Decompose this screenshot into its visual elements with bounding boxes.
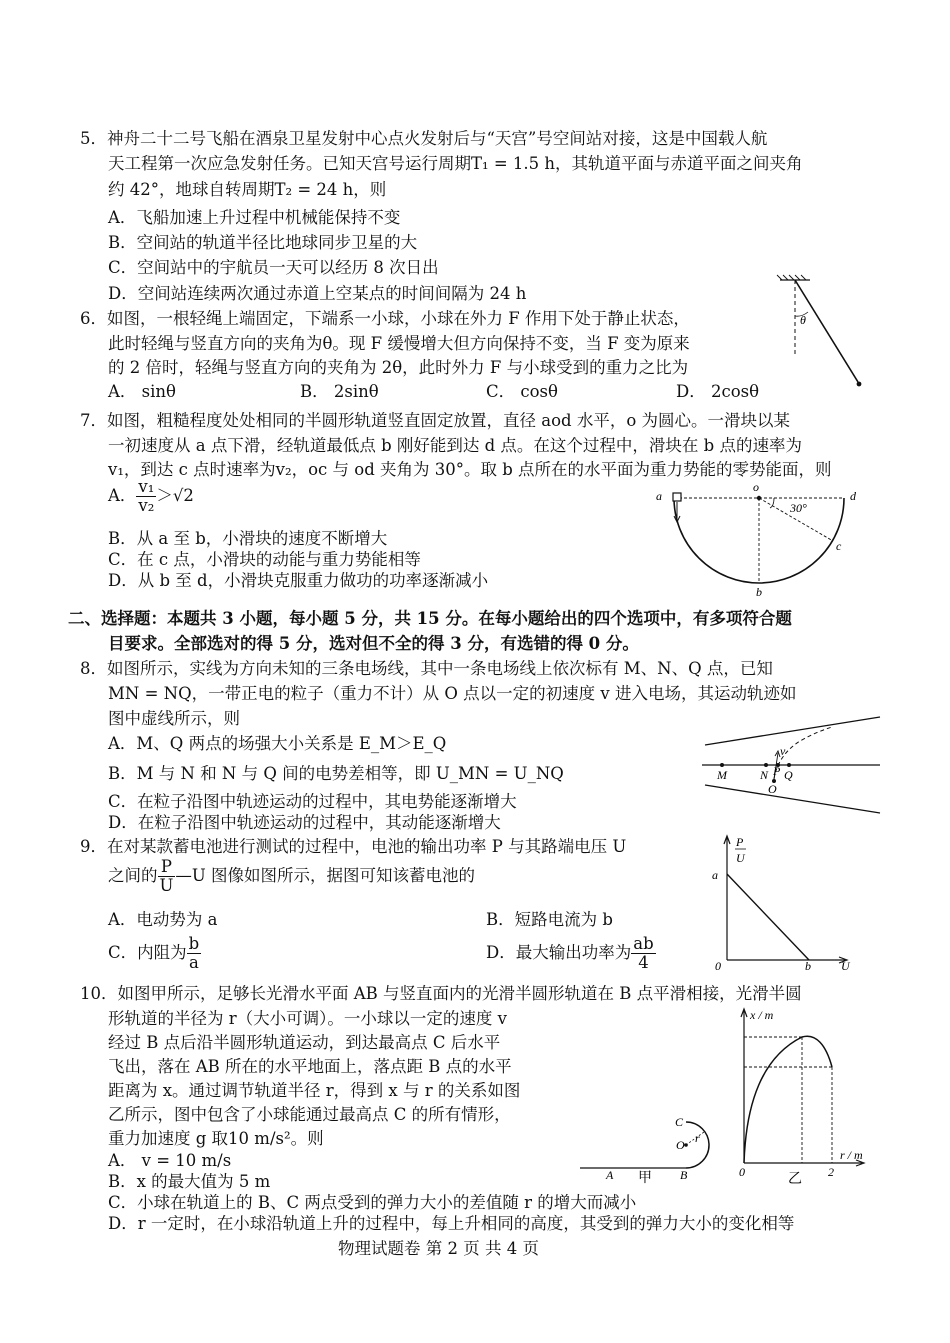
q8-stem-line2: MN = NQ，一带正电的粒子（重力不计）从 O 点以一定的初速度 v 进入电场，其运动轨迹如 [108, 684, 797, 703]
q10-figure-jia [580, 1090, 720, 1185]
q9-label-b: b [805, 959, 811, 973]
q8-label-q: Q [784, 768, 793, 782]
q7-label-d: d [850, 489, 856, 503]
q8-option-c: C．在粒子沿图中轨迹运动的过程中，其电势能逐渐增大 [108, 792, 517, 811]
q8-field-lines-figure [700, 715, 885, 815]
q5-stem-line1: 5．神舟二十二号飞船在酒泉卫星发射中心点火发射后与“天宫”号空间站对接，这是中国载人航 [80, 129, 768, 148]
q7-stem-line3: v₁，到达 c 点时速率为v₂，oc 与 od 夹角为 30°。取 b 点所在的水平面为重力势能的零势能面，则 [108, 460, 832, 479]
q8-stem-line3: 图中虚线所示，则 [108, 709, 240, 728]
q9-option-d: D．最大输出功率为 $\frac{ab}{4}$ [486, 934, 654, 972]
q10-yi-axis-y: x / m [750, 1008, 774, 1022]
q8-stem-line1: 8．如图所示，实线为方向未知的三条电场线，其中一条电场线上依次标有 M、N、Q 点，已知 [80, 659, 773, 678]
q7-label-c: c [836, 539, 842, 553]
q9-axis-x-label: U [841, 959, 850, 973]
q7-option-a-numerator: v₁ [138, 477, 155, 496]
section2-heading-line2: 目要求。全部选对的得 5 分，选对但不全的得 3 分，有选错的得 0 分。 [108, 634, 639, 653]
q9-stem-line1: 9．在对某款蓄电池进行测试的过程中，电池的输出功率 P 与其路端电压 U [80, 837, 627, 856]
q6-option-b: B． 2sinθ [300, 382, 379, 401]
q10-stem-line3: 经过 B 点后沿半圆形轨道运动，到达最高点 C 后水平 [108, 1033, 501, 1052]
q8-label-n: N [760, 768, 769, 782]
page-footer: 物理试题卷 第 2 页 共 4 页 [338, 1239, 539, 1258]
q8-label-o: O [768, 782, 777, 796]
q10-figure-yi [732, 1005, 872, 1187]
q10-yi-caption: 乙 [788, 1171, 802, 1187]
q10-jia-label-b: B [680, 1168, 688, 1182]
q8-option-a: A．M、Q 两点的场强大小关系是 E_M＞E_Q [108, 734, 447, 753]
q7-semicircle-figure [650, 478, 870, 600]
q9-label-a: a [712, 868, 718, 882]
q6-option-c: C． cosθ [486, 382, 558, 401]
q10-jia-label-a: A [606, 1168, 614, 1182]
q9-option-a: A．电动势为 a [108, 910, 218, 929]
q10-yi-axis-x: r / m [840, 1148, 863, 1162]
q5-option-b: B．空间站的轨道半径比地球同步卫星的大 [108, 233, 418, 252]
q9-option-d-numerator: ab [633, 934, 654, 953]
q7-stem-line2: 一初速度从 a 点下滑，经轨道最低点 b 刚好能到达 d 点。在这个过程中，滑块在 b 点的速率为 [108, 436, 802, 455]
q7-option-d: D．从 b 至 d，小滑块克服重力做功的功率逐渐减小 [108, 571, 489, 590]
q9-axis-y-den: U [736, 851, 745, 865]
q6-pendulum-figure [780, 276, 870, 391]
q8-label-v: v [780, 744, 786, 758]
q10-jia-label-r: r [695, 1131, 700, 1145]
q10-jia-caption: 甲 [638, 1170, 652, 1186]
q7-option-a: A． $\frac{\text{v₁}}{\text{v₂}}$ ＞√2 [108, 477, 194, 515]
q5-option-a: A．飞船加速上升过程中机械能保持不变 [108, 208, 401, 227]
q6-stem-line1: 6．如图，一根轻绳上端固定，下端系一小球，小球在外力 F 作用下处于静止状态， [80, 309, 690, 328]
q9-option-d-denominator: 4 [638, 953, 649, 972]
q7-label-o: o [753, 480, 759, 494]
q5-stem-line2: 天工程第一次应急发射任务。已知天宫号运行周期T₁ = 1.5 h，其轨道平面与赤道平面之间夹角 [108, 154, 803, 173]
q7-label-angle: 30° [790, 501, 807, 515]
q10-stem-line7: 重力加速度 g 取10 m/s²。则 [108, 1129, 324, 1148]
q9-pu-graph-figure [705, 832, 865, 974]
q5-option-c: C．空间站中的宇航员一天可以经历 8 次日出 [108, 258, 439, 277]
q8-option-d: D．在粒子沿图中轨迹运动的过程中，其动能逐渐增大 [108, 813, 501, 832]
q10-yi-tick-2: 2 [828, 1165, 834, 1179]
q5-stem-line3: 约 42°，地球自转周期T₂ = 24 h，则 [108, 180, 387, 199]
section2-heading-line1: 二、选择题：本题共 3 小题，每小题 5 分，共 15 分。在每小题给出的四个选项中，有多项符合题 [68, 609, 792, 628]
q7-stem-line1: 7．如图，粗糙程度处处相同的半圆形轨道竖直固定放置，直径 aod 水平，o 为圆心。一滑块以某 [80, 411, 790, 430]
q10-option-b: B．x 的最大值为 5 m [108, 1172, 271, 1191]
q7-option-c: C．在 c 点，小滑块的动能与重力势能相等 [108, 550, 421, 569]
q6-option-d: D． 2cosθ [676, 382, 760, 401]
q6-option-a: A． sinθ [108, 382, 176, 401]
q9-axis-y-num: P [736, 835, 744, 849]
q6-stem-line2: 此时轻绳与竖直方向的夹角为θ。现 F 缓慢增大但方向保持不变，当 F 变为原来 [108, 334, 690, 353]
q7-label-a: a [656, 489, 662, 503]
q8-option-b: B．M 与 N 和 N 与 Q 间的电势差相等，即 U_MN = U_NQ [108, 764, 564, 783]
q10-stem-line2: 形轨道的半径为 r（大小可调）。一小球以一定的速度 v [108, 1009, 507, 1028]
q6-theta-label: θ [800, 313, 806, 327]
q10-option-a: A． v = 10 m/s [108, 1151, 232, 1170]
q9-option-c: C．内阻为 $\frac{b}{a}$ [108, 934, 200, 972]
q10-jia-label-o: O [676, 1138, 685, 1152]
q9-stem-line2: 之间的 $\frac{P}{U}$ —U 图像如图所示，据图可知该蓄电池的 [108, 857, 476, 895]
q10-jia-label-c: C [675, 1115, 684, 1129]
q5-option-d: D．空间站连续两次通过赤道上空某点的时间间隔为 24 h [108, 284, 527, 303]
q9-option-b: B．短路电流为 b [486, 910, 613, 929]
q7-option-a-denominator: v₂ [138, 496, 155, 515]
q6-stem-line3: 的 2 倍时，轻绳与竖直方向的夹角为 2θ，此时外力 F 与小球受到的重力之比为 [108, 358, 689, 377]
q9-option-c-denominator: a [188, 953, 199, 972]
q10-option-d: D．r 一定时，在小球沿轨道上升的过程中，每上升相同的高度，其受到的弹力大小的变化相等 [108, 1214, 795, 1233]
q7-option-b: B．从 a 至 b，小滑块的速度不断增大 [108, 529, 388, 548]
q9-stem-numerator: P [158, 858, 176, 877]
q10-stem-line5: 距离为 x。通过调节轨道半径 r，得到 x 与 r 的关系如图 [108, 1081, 521, 1100]
q10-option-c: C．小球在轨道上的 B、C 两点受到的弹力大小的差值随 r 的增大而减小 [108, 1193, 637, 1212]
q9-label-origin: 0 [715, 959, 721, 973]
q9-option-c-numerator: b [188, 934, 200, 953]
q10-yi-origin: 0 [739, 1165, 745, 1179]
q10-stem-line6: 乙所示，图中包含了小球能通过最高点 C 的所有情形， [108, 1105, 511, 1124]
q10-stem-line1: 10．如图甲所示，足够长光滑水平面 AB 与竖直面内的光滑半圆形轨道在 B 点平滑相接，光滑半圆 [80, 984, 802, 1003]
q8-label-m: M [717, 768, 727, 782]
q9-stem-denominator: U [159, 876, 174, 895]
q10-stem-line4: 飞出，落在 AB 所在的水平地面上，落点距 B 点的水平 [108, 1057, 512, 1076]
q7-label-b: b [756, 585, 762, 599]
q8-label-p: P [773, 764, 781, 778]
